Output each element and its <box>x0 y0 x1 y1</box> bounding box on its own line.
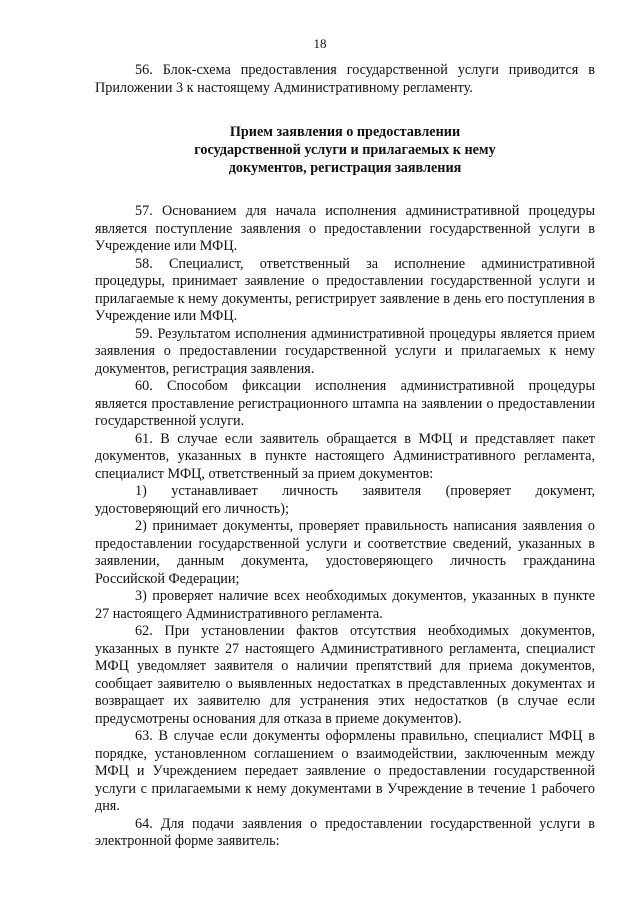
paragraph-57: 57. Основанием для начала исполнения административной процедуры является поступление заявления о предоставлении государственной услуги в Учреждение или МФЦ. <box>95 203 595 254</box>
section-heading-line-3: документов, регистрация заявления <box>228 160 462 176</box>
section-heading <box>95 123 595 177</box>
paragraph-58: 58. Специалист, ответственный за исполнение административной процедуры, принимает заявление о предоставлении государственной услуги и прилагаемые к нему документы, регистрирует заявление в день его поступления в Учреждение или МФЦ. <box>95 255 595 324</box>
paragraph-56: 56. Блок-схема предоставления государственной услуги приводится в Приложении 3 к настоящему Административному регламенту. <box>95 62 595 96</box>
section-heading-line-2: государственной услуги и прилагаемых к нему <box>194 142 496 158</box>
paragraph-60: 60. Способом фиксации исполнения административной процедуры является проставление регистрационного штампа на заявлении о предоставлении государственной услуги. <box>95 378 595 429</box>
paragraph-62: 62. При установлении фактов отсутствия необходимых документов, указанных в пункте 27 настоящего Административного регламента, специалист МФЦ уведомляет заявителя о наличии препятствий для приема документов, сообщает заявителю о выявленных недостатках в представленных документах и возвращает их заявителю для устранения этих недостатков (в случае если предусмотрены основания для отказа в приеме документов). <box>95 623 595 727</box>
document-body <box>95 62 595 851</box>
page-number: 18 <box>313 36 327 51</box>
paragraph-61-item-2: 2) принимает документы, проверяет правильность написания заявления о предоставлении государственной услуги и соответствие сведений, указанных в заявлении, данным документа, удостоверяющего личность гражданина Российской Федерации; <box>95 518 595 587</box>
paragraph-61-item-1: 1) устанавливает личность заявителя (проверяет документ, удостоверяющий его личность); <box>95 483 595 517</box>
paragraph-63: 63. В случае если документы оформлены правильно, специалист МФЦ в порядке, установленном соглашением о взаимодействии, заключенным между МФЦ и Учреждением передает заявление о предоставлении государственной услуги с прилагаемыми к нему документами в Учреждение в течение 1 рабочего дня. <box>95 728 595 814</box>
paragraph-61-item-3: 3) проверяет наличие всех необходимых документов, указанных в пункте 27 настоящего Административного регламента. <box>95 588 595 622</box>
paragraph-64: 64. Для подачи заявления о предоставлении государственной услуги в электронной форме заявитель: <box>95 815 595 849</box>
section-heading-line-1: Прием заявления о предоставлении <box>229 124 461 140</box>
paragraph-61: 61. В случае если заявитель обращается в МФЦ и представляет пакет документов, указанных в пункте настоящего Административного регламента, специалист МФЦ, ответственный за прием документов: <box>95 430 595 482</box>
paragraph-59: 59. Результатом исполнения административной процедуры является прием заявления о предоставлении государственной услуги и прилагаемых к нему документов, регистрация заявления. <box>95 325 595 377</box>
